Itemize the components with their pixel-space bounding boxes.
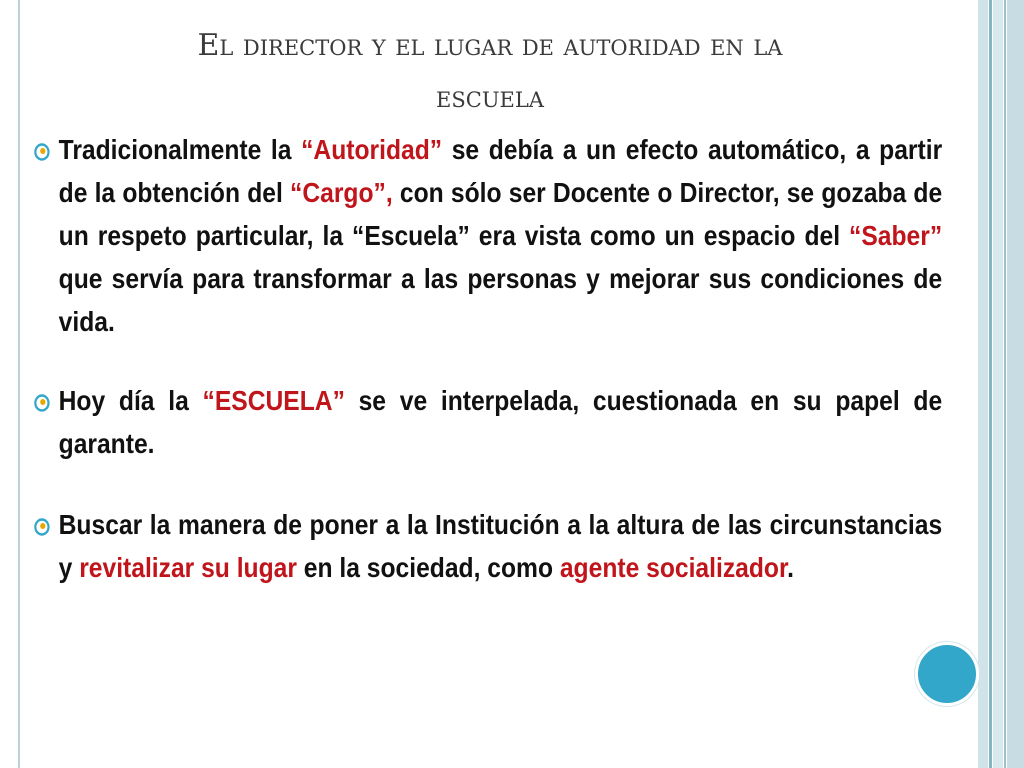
bullet-item [34, 503, 942, 589]
bullet-text: Tradicionalmente la [58, 134, 302, 165]
bullet-circle-icon [34, 518, 50, 536]
bullet-text: se debía a un efecto automático, a partir de la obtención del [58, 134, 943, 208]
bullet-text: Buscar la manera de poner a la Institución a la altura de las circunstancias y [58, 509, 943, 583]
right-stripe [989, 0, 992, 768]
title-line-2: escuela [436, 80, 544, 115]
bullet-text: Hoy día la [58, 385, 203, 416]
right-stripe [1007, 0, 1024, 768]
highlight-text: “ESCUELA” [202, 385, 345, 416]
slide-title [40, 20, 940, 124]
highlight-text: “Saber” [849, 220, 943, 251]
title-line-1: El director y el lugar de autoridad en la [197, 28, 783, 63]
bullet-item [34, 379, 942, 465]
right-stripe [978, 0, 988, 768]
bullet-text: con sólo ser Docente o Director, se gozaba de un respeto particular, la “Escuela” era vista como un espacio del [58, 177, 943, 251]
highlight-text: “Cargo”, [290, 177, 393, 208]
bullet-item [34, 128, 942, 343]
bullet-list [34, 128, 946, 589]
highlight-text: “Autoridad” [301, 134, 443, 165]
left-border-line [18, 0, 20, 768]
highlight-text: agente socializador [559, 552, 788, 583]
bullet-text: . [787, 552, 795, 583]
bullet-circle-icon [34, 143, 50, 161]
decorative-circle [915, 642, 979, 706]
bullet-text: en la sociedad, como [296, 552, 560, 583]
bullet-circle-icon [34, 394, 50, 412]
bullet-text: se ve interpelada, cuestionada en su papel de garante. [58, 385, 943, 459]
right-stripe [993, 0, 1003, 768]
bullet-text: que servía para transformar a las personas y mejorar sus condiciones de vida. [58, 263, 943, 337]
right-stripe [1004, 0, 1006, 768]
highlight-text: revitalizar su lugar [79, 552, 297, 583]
